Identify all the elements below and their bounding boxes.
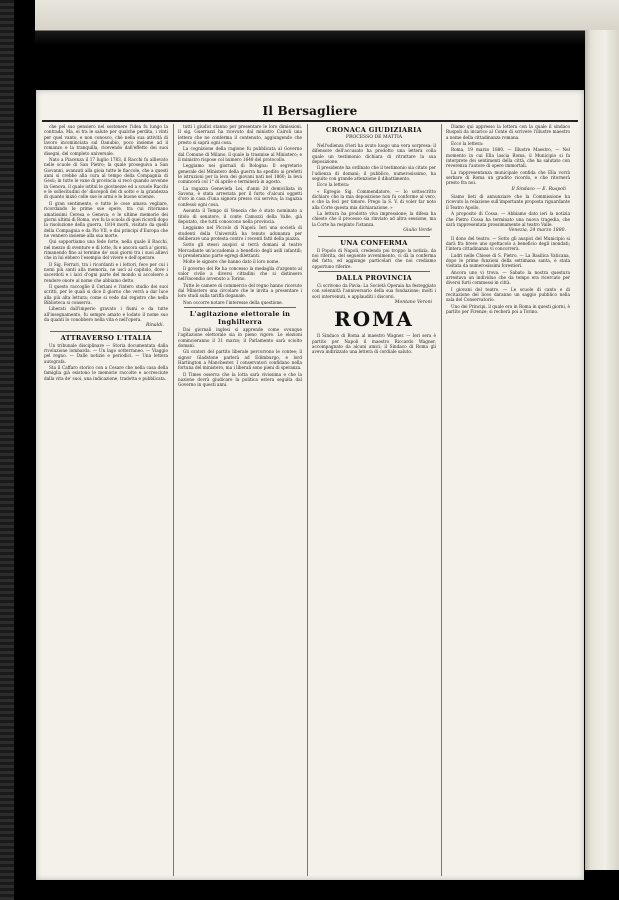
article-paragraph: La rappresentanza municipale confida che Ella vorrà serbare di Roma un gradito ricordo, e che ritornerà presto fra noi.	[446, 169, 570, 186]
article-paragraph: Non occorre notare l'interesse della questione.	[183, 299, 283, 305]
top-page-edge	[35, 0, 619, 45]
article-paragraph: Liberati dall'imperio gravato i fiumi e da tutte all'insegnamento, fu sempre amato e lodato il nome suo da quanti lo conobbero nella vita e nell'opera.	[44, 306, 168, 323]
section-title: DALLA PROVINCIA	[336, 273, 412, 282]
section-title: L'agitazione elettorale in Inghilterra	[189, 310, 291, 326]
article-paragraph: Ecco la lettera:	[451, 141, 484, 147]
article-paragraph: Il presidente ha ordinato che il testimonio sia citato per l'udienza di domani; il pubblico, numerosissimo, ha seguito con grande attenzione il dibattimento.	[312, 165, 436, 182]
article-paragraph: I giovani del teatro. — Le scuole di canto e di recitazione del liceo daranno un saggio pubblico nella sala del Conservatorio.	[446, 286, 570, 303]
column-1	[44, 124, 168, 880]
article-paragraph: Il Popolo di Napoli, credendo poi troppo la notizia, da noi riferita, del seguente avvenimento, ci dà la conferma del fatto, ed aggiunge particolari che noi crediamo opportuno riferire.	[312, 247, 436, 269]
article-paragraph: che pel suo pensiero nel sostenere l'idea fu lungo la contrada. Ma, ei tra le salute per qualche perdita, i vinti per quel vanto, e non conosco, chè nella sua attività di lavoro incominciata sul Danubio, poco insieme ad il romanzo e la tranquilla, ricevendo dall'effetto dei suoi disegni, del completo universale.	[44, 124, 168, 156]
masthead: Il Bersagliere	[262, 104, 358, 118]
article-paragraph: Siamo lieti di annunziare che la Commissione ha ricevuto la relazione sull'importante proposta riguardante il Teatro Apollo.	[446, 194, 570, 210]
column-rule	[441, 124, 442, 876]
article-paragraph: Assunta il Tempo di Venezia che è stato nominato a titolo di senatore, il conte Camozzi della Valle, già deputato, che tutti conoscono nella provincia.	[178, 208, 302, 224]
article-paragraph: Qui sopportiamo una fede forte, nella quale il Racchi, nel mezzo di sventure e di lotte, fu e ancora sarà a' giorni, rimanendo fino al termine de' suoi giorni tra i suoi allievi che in lui ebbero l'esempio del vivere e dell'operare.	[44, 239, 168, 261]
section-title-large: ROMA	[334, 307, 414, 332]
article-paragraph: Il gran sentimento, e tutte le cose amava vegliare, ricordando le prime sue opere, tra cui ritornano amatissimi Ceresa e Genova; e le ultime memorie dei giorni ultimi di Roma, ove fu la scuola di quei ricordi dopo la risoluzione della guerra, 1814 morti, visitato da quelli della Compagnia e da Pio VII, e dai principi d'Europa che ne vennero insieme alla sua morte.	[44, 200, 168, 238]
article-paragraph: Tutte le camere di commercio del regno hanno ricevuto dal Ministero una circolare che le invita a presentare i loro studi sulla tariffa doganale.	[178, 282, 302, 299]
article-paragraph: « Egregio Sig. Commendatore, — Io sottoscritto dichiaro che la mia deposizione non fu conforme al vero, e che la feci per timore. Prego la S. V. di voler far noto alla Corte questa mia dichiarazione. »	[312, 188, 436, 210]
article-paragraph: Nato a Piacenza il 17 luglio 1783, il Racchi fu allievato nelle scuole di San Pietro; la quale proseguiva a San Giovanni, avanzati alla gioia tutte le fiaccole, che a questi anni si crebbe alla cura al tempo della Compagnia di Gesù; in tutte le vane di provincia si recò quando avvenne in Genova, il quale istituì le giovinezze ed a scuole Racchi e le sollecitudini de' discepoli del di sotto e la grandezza di quanto iniziò colle sue le armi e le buone scienze.	[44, 157, 168, 200]
article-signature: Montano Veroni	[394, 299, 432, 305]
article-paragraph: Sta il Caffaro storico con a Cesare che nella casa della famiglia già esistono le memorie raccolte e accresciute dalla vita de' suoi, una indicazione, tradotta e pubblicata.	[44, 365, 168, 381]
column-rule	[307, 124, 308, 876]
article-paragraph: Ci scrivono da Pavia: La Società Operaia ha festeggiato con solennità l'anniversario della sua fondazione; molti i soci intervenuti, e applauditi i discorsi.	[312, 282, 436, 299]
article-paragraph: Uno dei Principi, il quale era in Roma in questi giorni, è partito per Firenze; si recherà poi a Torino.	[446, 303, 570, 314]
article-paragraph: Il Sig. Ferrari, tra i ricordanti e i lettori, fece per cui i nomi più santi alla memoria, ne uscì al capitolo, dove i sacerdoti e i laici d'ogni parte del mondo si accolsero a rendere onore al nome che abbiamo detto.	[44, 261, 168, 283]
article-paragraph: Il Times osserva che la lotta sarà vivissima e che la nazione dovrà giudicare la politica estera seguita dal Governo in questi anni.	[178, 371, 302, 388]
article-paragraph: Il governo del Re ha concesso la medaglia d'argento al valor civile a diversi cittadini che si distinsero nell'incendio avvenuto a Torino.	[178, 265, 302, 282]
section-title: ATTRAVERSO L'ITALIA	[60, 333, 152, 342]
article-paragraph: Molte le signore che hanno dato il loro nome.	[183, 259, 280, 265]
section-divider	[184, 307, 296, 308]
article-paragraph: Ludri nelle Chiese di S. Pietro. — La Basilica Vaticana, dopo le prime funzioni della settimana santa, è stata visitata da numerosissimi forestieri.	[446, 252, 570, 269]
article-paragraph: Roma, 19 marzo 1880. — Illustre Maestro, — Nel momento in cui Ella lascia Roma, il Municipio si fa interprete dei sentimenti della città, che ha salutato con reverenza l'autore di opere immortali.	[446, 147, 570, 169]
article-paragraph: La lettura ha prodotto viva impressione; la difesa ha chiesto che il processo sia rinviato ad altra sessione, ma la Corte ha respinto l'istanza.	[312, 211, 436, 227]
article-paragraph: Leggiamo nei giornali di Bologna: Il segretario generale del Ministero della guerra ha spedito ai prefetti le istruzioni per la leva dei giovani nati nel 1860; la leva comincerà col 1° di aprile e terminerà in agosto.	[178, 163, 302, 185]
article-paragraph: Il dono del teatro. — Sotto gli auspici del Municipio si darà fra breve uno spettacolo a beneficio degli inondati; l'intera cittadinanza vi concorrerà.	[446, 235, 570, 252]
article-paragraph: Nell'udienza d'ieri ha avuto luogo una vera sorpresa: il difensore dell'accusato ha prodotto una lettera colla quale un testimonio dichiara di ritrattare la sua deposizione.	[312, 143, 436, 165]
article-paragraph: Il questo raccoglie il Ceriani e l'intero studio dei suoi scritti, per le quali si dice il giorno che verrà a dar luce alla più alta lettura; come si vede dal registro che nella Biblioteca si conserva.	[44, 283, 168, 305]
article-paragraph: tutti i giudici stanno per presentare le loro dimissioni. Il sig. Guerrazzi ha ricevuto dal ministro Cairoli una lettera che ne conferma il contenuto, aggiungendo che presto si saprà ogni cosa.	[178, 124, 302, 146]
article-paragraph: Dai giornali inglesi si apprende come ovunque l'agitazione elettorale sia in pieno vigore. Le elezioni comincieranno il 31 marzo; il Parlamento sarà sciolto domani.	[178, 327, 302, 349]
article-paragraph: A proposito di Cossa. — Abbiamo dato ieri la notizia che Pietro Cossa ha terminato una nuova tragedia, che sarà rappresentata prossimamente al teatro Valle.	[446, 211, 570, 227]
column-2	[178, 124, 302, 880]
column-3	[312, 124, 436, 880]
column-4	[446, 124, 570, 880]
section-divider	[50, 331, 162, 332]
article-paragraph: Ancora uno vi trova. — Sabato la nostra questura arrestava un individuo che da tempo era ricercato per diversi furti commessi in città.	[446, 269, 570, 286]
article-paragraph: Diamo qui appresso la lettera con la quale il sindaco Ruspoli da incarico al Conte di scrivere l'illustre maestro a nome della cittadinanza romana.	[446, 124, 570, 140]
article-paragraph: Ecco la lettera:	[317, 182, 350, 188]
section-title: UNA CONFERMA	[340, 238, 408, 247]
article-paragraph: Sotto gli stessi auspici si terrà domani al teatro Mercadante un'accademia a beneficio degli asili infantili; vi prenderanno parte egregi dilettanti.	[178, 242, 302, 258]
masthead-rule	[42, 120, 578, 122]
newspaper-page	[36, 90, 584, 880]
article-paragraph: La ragazza Geneviefa Lei, d'anni 20 domiciliata in Savona, è stata arrestata per il furto d'alcuni oggetti d'oro in casa d'una signora presso cui serviva; la ragazza confessò ogni cosa.	[178, 185, 302, 207]
article-paragraph: Leggiamo nel Piccolo di Napoli: Ieri una società di studenti della Università ha tenuto adunanza per deliberare una protesta contro i recenti fatti della piazza.	[178, 225, 302, 241]
right-page-edge	[585, 30, 619, 870]
article-signature: Il Sindaco — E. Ruspoli	[511, 186, 566, 192]
article-paragraph: Un tribunale disciplinare — Storia documentata dalla rivoluzione lombarda. — Un lago sotterraneo. — Viaggio pel regno. — Dalle notizie e periodici. — Una lettera autografa.	[44, 342, 168, 364]
article-paragraph: Gli oratori del partito liberale percorrono le contee; il signor Gladstone parlerà ad Edimburgo, e lord Hartington a Manchester. I conservatori confidano nella fortuna del ministero, ma i liberali sono pieni di speranza.	[178, 349, 302, 371]
section-divider	[318, 236, 430, 237]
book-binding	[0, 0, 14, 900]
article-signature: Giulio Verde	[403, 228, 432, 234]
article-signature: Venezia, 24 marzo 1880.	[508, 228, 566, 234]
section-title: CRONACA GIUDIZIARIA	[326, 126, 422, 134]
article-paragraph: Il Sindaco di Roma al maestro Wagner. — Ieri sera è partito per Napoli il maestro Riccardo Wagner, accompagnato da alcuni amici; il Sindaco di Roma gli aveva indirizzato una lettera di cordiale saluto.	[312, 333, 436, 355]
article-paragraph: La cognizione della ragione fu pubblicata al Governo dal Comune di Milano, il quale la trasmise al Ministero; e il ministro rispose col numero 1648 del protocollo.	[178, 146, 302, 163]
section-subtitle: PROCESSO DE MATTIA	[345, 135, 403, 140]
section-divider	[318, 271, 430, 272]
article-signature: Rinaldi.	[146, 323, 164, 329]
column-rule	[173, 124, 174, 876]
